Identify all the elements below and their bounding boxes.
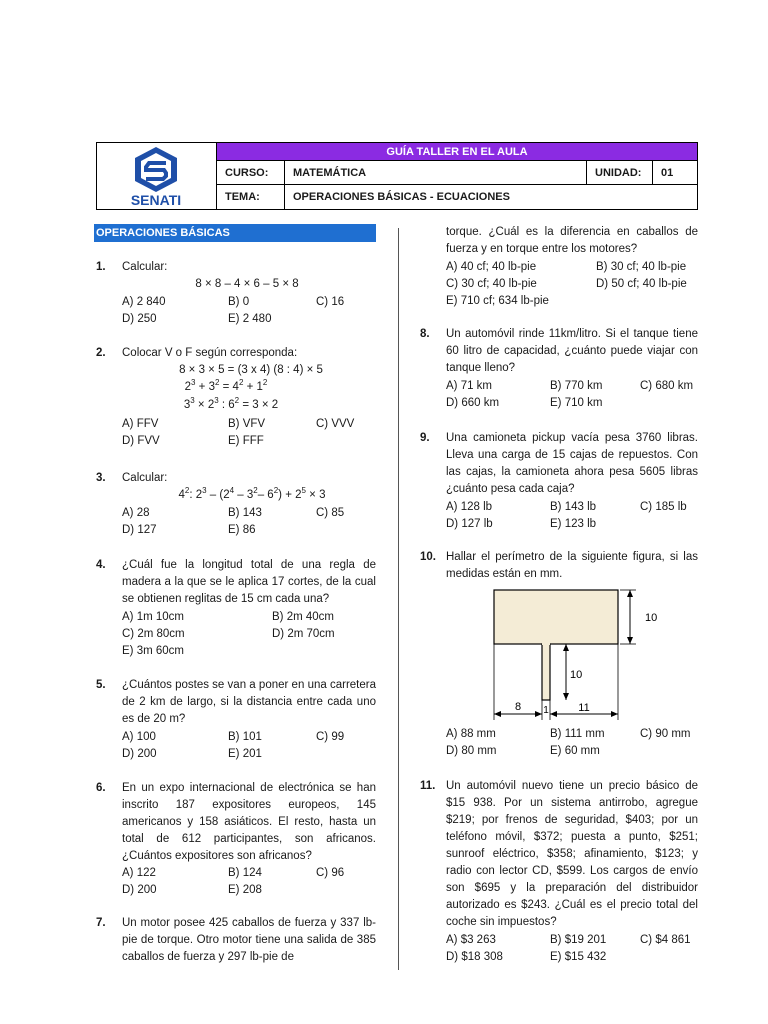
question-number: 3. [96, 472, 106, 484]
option-d[interactable]: D) 250 [122, 313, 157, 325]
question-number: 4. [96, 559, 106, 571]
option-d[interactable]: D) 200 [122, 884, 157, 896]
question-text: Una camioneta pickup vacía pesa 3760 libras. Lleva una carga de 15 cajas de repuestos. Con las cajas, la camioneta ahora pesa 5605 libras ¿cuánto pesa cada caja? [446, 432, 698, 495]
question-text: Colocar V o F según corresponda: [122, 347, 298, 359]
option-d[interactable]: D) 127 lb [446, 518, 493, 530]
option-c[interactable]: C) 680 km [640, 380, 694, 392]
option-e[interactable]: E) 710 cf; 634 lb-pie [446, 295, 549, 307]
option-e[interactable]: E) 3m 60cm [122, 645, 184, 657]
option-c[interactable]: C) VVV [316, 418, 355, 430]
option-b[interactable]: B) $19 201 [550, 934, 607, 946]
option-c[interactable]: C) 185 lb [640, 501, 687, 513]
question-number: 6. [96, 782, 106, 794]
option-b[interactable]: B) 30 cf; 40 lb-pie [596, 261, 687, 273]
option-e[interactable]: E) $15 432 [550, 951, 607, 963]
curso-label: CURSO: [217, 161, 285, 185]
option-d[interactable]: D) 127 [122, 524, 157, 536]
option-c[interactable]: C) 85 [316, 507, 345, 519]
unidad-value: 01 [661, 167, 674, 179]
tema-value: OPERACIONES BÁSICAS - ECUACIONES [293, 191, 510, 203]
question-number: 8. [420, 328, 430, 340]
option-a[interactable]: A) $3 263 [446, 934, 496, 946]
tema-row [217, 185, 697, 209]
dim-right-label: 11 [578, 702, 590, 714]
option-a[interactable]: A) 88 mm [446, 728, 496, 740]
option-a[interactable]: A) 71 km [446, 380, 493, 392]
option-a[interactable]: A) 1m 10cm [122, 611, 184, 623]
option-c[interactable]: C) 2m 80cm [122, 628, 185, 640]
option-d[interactable]: D) 2m 70cm [272, 628, 335, 640]
question-text: Calcular: [122, 261, 168, 273]
curso-row [217, 161, 697, 185]
senati-logo-icon [97, 143, 215, 209]
option-d[interactable]: D) 50 cf; 40 lb-pie [596, 278, 687, 290]
question-text: Un motor posee 425 caballos de fuerza y 337 lb-pie de torque. Otro motor tiene una salida de 385 caballos de fuerza y 297 lb-pie de [122, 917, 376, 963]
option-e[interactable]: E) 2 480 [228, 313, 272, 325]
statement-3: $3^3 \times 2^3$ : $6^2 = 3 \times 2$ [183, 396, 279, 411]
unidad-label: UNIDAD: [587, 161, 653, 185]
section-title: OPERACIONES BÁSICAS [94, 224, 376, 242]
question-number: 9. [420, 432, 430, 444]
option-e[interactable]: E) FFF [228, 435, 264, 447]
option-c[interactable]: C) 99 [316, 731, 345, 743]
header-table [96, 142, 698, 210]
option-a[interactable]: A) 28 [122, 507, 150, 519]
question-text: Calcular: [122, 472, 168, 484]
question-number: 2. [96, 347, 106, 359]
logo-text: SENATI [130, 192, 182, 208]
option-a[interactable]: A) FFV [122, 418, 159, 430]
option-a[interactable]: A) 100 [122, 731, 156, 743]
statement-2: $2^3 + 3^2 = 4^2 + 1^2$ [184, 378, 268, 393]
dim-top-label: 10 [645, 612, 658, 624]
option-c[interactable]: C) 30 cf; 40 lb-pie [446, 278, 537, 290]
option-e[interactable]: E) 201 [228, 748, 262, 760]
option-a[interactable]: A) 40 cf; 40 lb-pie [446, 261, 537, 273]
question-text: Un automóvil nuevo tiene un precio básico de $15 938. Por un sistema antirrobo, agregue $219; por frenos de seguridad, $403; por un teléfono móvil, $372; puesta a punto, $251; sunroof eléctrico, $358; afinamiento, $123; y radio con lector CD, $599. Los cargos de envío son $695 y la preparación del distribuidor autorizado es $243. ¿Cuál es el precio total del coche sin impuestos? [446, 780, 698, 928]
option-e[interactable]: E) 86 [228, 524, 256, 536]
option-d[interactable]: D) 660 km [446, 397, 500, 409]
tema-label: TEMA: [217, 185, 285, 209]
dim-mid-label: 10 [570, 669, 583, 681]
option-d[interactable]: D) 200 [122, 748, 157, 760]
option-c[interactable]: C) 90 mm [640, 728, 691, 740]
question-number: 5. [96, 679, 106, 691]
option-b[interactable]: B) 143 lb [550, 501, 597, 513]
option-a[interactable]: A) 122 [122, 867, 156, 879]
question-text: ¿Cuántos postes se van a poner en una carretera de 2 km de largo, si la distancia entre cada uno es de 20 m? [122, 679, 376, 725]
question-number: 11. [420, 780, 436, 792]
option-b[interactable]: B) 124 [228, 867, 262, 879]
option-b[interactable]: B) 101 [228, 731, 262, 743]
option-e[interactable]: E) 123 lb [550, 518, 597, 530]
option-b[interactable]: B) 2m 40cm [272, 611, 334, 623]
question-number: 1. [96, 261, 106, 273]
option-c[interactable]: C) 96 [316, 867, 345, 879]
dim-one-label: 1 [543, 705, 549, 716]
question-text: En un expo internacional de electrónica se han inscrito 187 expositores europeos, 145 americanos y 158 asiáticos. El resto, hasta un total de 612 participantes, son africanos. ¿Cuántos expositores son africanos? [122, 782, 376, 862]
option-a[interactable]: A) 2 840 [122, 296, 166, 308]
column-divider [398, 228, 399, 970]
statement-1: 8 × 3 × 5 = (3 x 4) (8 : 4) × 5 [179, 364, 323, 376]
option-e[interactable]: E) 60 mm [550, 745, 600, 757]
question-text: torque. ¿Cuál es la diferencia en caballos de fuerza y en torque entre los motores? [446, 226, 698, 255]
option-c[interactable]: C) 16 [316, 296, 345, 308]
expression: 8 × 8 – 4 × 6 – 5 × 8 [195, 278, 299, 290]
option-e[interactable]: E) 710 km [550, 397, 603, 409]
option-b[interactable]: B) VFV [228, 418, 266, 430]
option-c[interactable]: C) $4 861 [640, 934, 691, 946]
option-b[interactable]: B) 111 mm [550, 728, 605, 740]
question-text: Hallar el perímetro de la siguiente figura, si las medidas están en mm. [446, 551, 698, 580]
option-a[interactable]: A) 128 lb [446, 501, 493, 513]
option-d[interactable]: D) $18 308 [446, 951, 503, 963]
logo-cell [97, 143, 217, 209]
option-d[interactable]: D) 80 mm [446, 745, 497, 757]
question-text: Un automóvil rinde 11km/litro. Si el tanque tiene 60 litro de capacidad, ¿cuánto puede viajar con tanque lleno? [446, 328, 698, 374]
option-b[interactable]: B) 770 km [550, 380, 603, 392]
question-text: ¿Cuál fue la longitud total de una regla de madera a la que se le aplica 17 cortes, de la cual se obtienen reglitas de 15 cm cada una? [122, 559, 376, 605]
question-number: 7. [96, 917, 106, 929]
curso-value: MATEMÁTICA [285, 161, 587, 185]
option-b[interactable]: B) 143 [228, 507, 262, 519]
option-b[interactable]: B) 0 [228, 296, 250, 308]
band-title: GUÍA TALLER EN EL AULA [217, 143, 697, 161]
expression: $4^2$: $2^3 - (2^4 - 3^2-$ $6^2) + 2^5 \times 3$ [178, 486, 326, 501]
dim-left-label: 8 [514, 701, 522, 713]
perimeter-figure [480, 582, 670, 722]
question-number: 10. [420, 551, 436, 563]
option-e[interactable]: E) 208 [228, 884, 262, 896]
option-d[interactable]: D) FVV [122, 435, 160, 447]
